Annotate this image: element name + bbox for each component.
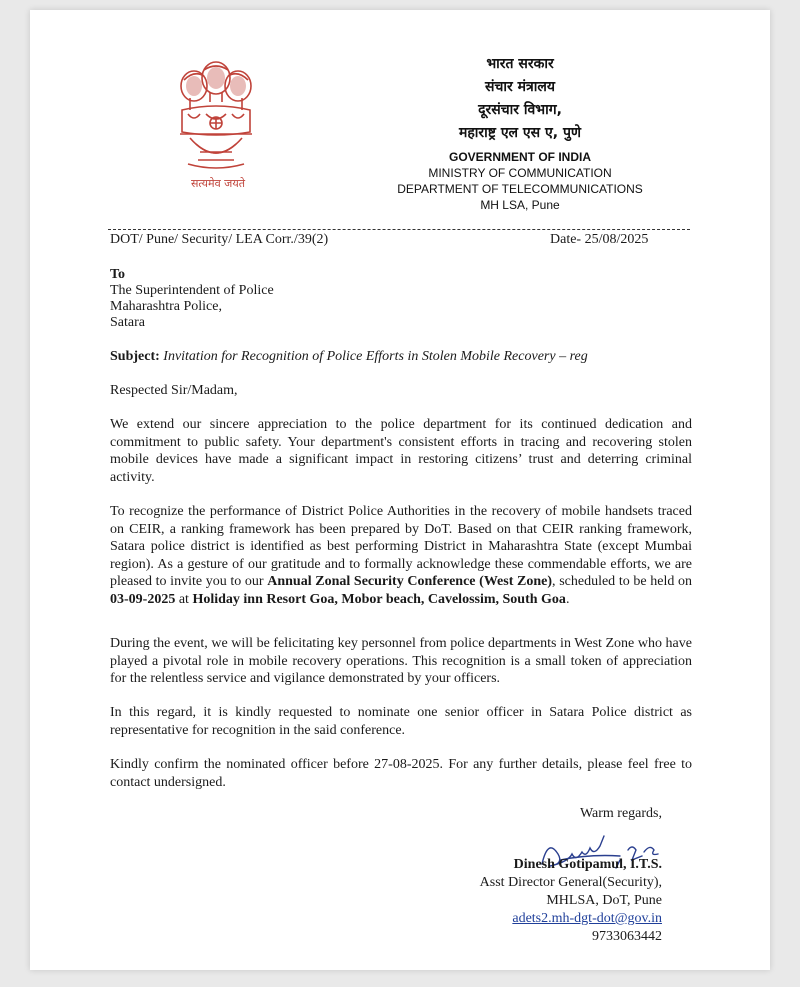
recipient-line-3: Satara	[110, 315, 145, 330]
letter-sheet	[30, 10, 770, 970]
invitation-mid: , scheduled to be held on	[552, 574, 693, 589]
invitation-at: at	[175, 591, 193, 607]
closing-regards: Warm regards,	[579, 806, 662, 821]
letterhead-ministry: MINISTRY OF COMMUNICATION	[428, 166, 612, 180]
letterhead-hindi-line-4: महाराष्ट्र एल एस ए, पुणे	[458, 125, 582, 141]
letterhead-hindi-line-2: संचार मंत्रालय	[485, 79, 555, 95]
invitation-intro: To recognize the performance of District Police Authorities in the recovery of mobile handsets traced on CEIR, a ranking framework has been prepared by DoT. Based on that CEIR ranking framework, Satara police district is identified as best performing District in Maharashtra State (except Mumbai region). As a gesture of our gratitude and to formally acknowledge these commendable efforts, we are pleased to invite you to our	[110, 504, 692, 589]
conference-name: Annual Zonal Security Conference (West Zone)	[267, 574, 553, 589]
conference-date: 03-09-2025	[110, 591, 176, 607]
paragraph-felicitation: During the event, we will be felicitating key personnel from police departments in West Zone who have played a pivotal role in mobile recovery operations. This recognition is a small token of appreciation for the relentless service and vigilance demonstrated by your officers.	[110, 636, 692, 686]
paragraph-invitation	[110, 503, 692, 608]
letterhead-office: MH LSA, Pune	[480, 198, 560, 212]
national-emblem-icon	[170, 52, 262, 192]
invitation-end: .	[565, 591, 570, 607]
subject-label: Subject:	[110, 349, 160, 364]
signatory-designation: Asst Director General(Security),	[479, 875, 662, 890]
paragraph-confirmation: Kindly confirm the nominated officer before 27-08-2025. For any further details, please feel free to contact undersigned.	[110, 757, 692, 790]
recipient-line-2: Maharashtra Police,	[110, 299, 222, 314]
paragraph-nomination: In this regard, it is kindly requested to nominate one senior officer in Satara Police district as representative for recognition in the said conference.	[110, 705, 692, 738]
signatory-phone: 9733063442	[592, 929, 662, 944]
salutation: Respected Sir/Madam,	[110, 383, 238, 398]
letterhead-government: GOVERNMENT OF INDIA	[448, 150, 591, 164]
recipient-line-1: The Superintendent of Police	[110, 283, 274, 298]
signatory-office: MHLSA, DoT, Pune	[546, 893, 662, 908]
signatory-name: Dinesh Gotipamul, I.T.S.	[513, 857, 662, 872]
letterhead-hindi-line-1: भारत सरकार	[486, 56, 554, 72]
letterhead-divider	[108, 229, 690, 230]
subject-text: Invitation for Recognition of Police Efforts in Stolen Mobile Recovery – reg	[163, 349, 588, 364]
conference-venue: Holiday inn Resort Goa, Mobor beach, Cavelossim, South Goa	[192, 591, 566, 607]
letter-date: Date- 25/08/2025	[550, 232, 649, 247]
letterhead-hindi-line-3: दूरसंचार विभाग,	[478, 102, 562, 118]
subject-line	[110, 348, 588, 366]
recipient-to: To	[110, 267, 126, 282]
emblem-motto: सत्यमेव जयते	[190, 177, 245, 190]
paragraph-appreciation: We extend our sincere appreciation to the police department for its continued dedication and commitment to public safety. Your department's consistent efforts in tracing and recovering stolen mobile devices have made a significant impact in restoring citizens’ trust and deterring criminal activity.	[110, 417, 692, 485]
letterhead-department: DEPARTMENT OF TELECOMMUNICATIONS	[397, 182, 643, 196]
reference-number: DOT/ Pune/ Security/ LEA Corr./39(2)	[110, 232, 329, 247]
signatory-email-link[interactable]: adets2.mh-dgt-dot@gov.in	[512, 911, 662, 926]
